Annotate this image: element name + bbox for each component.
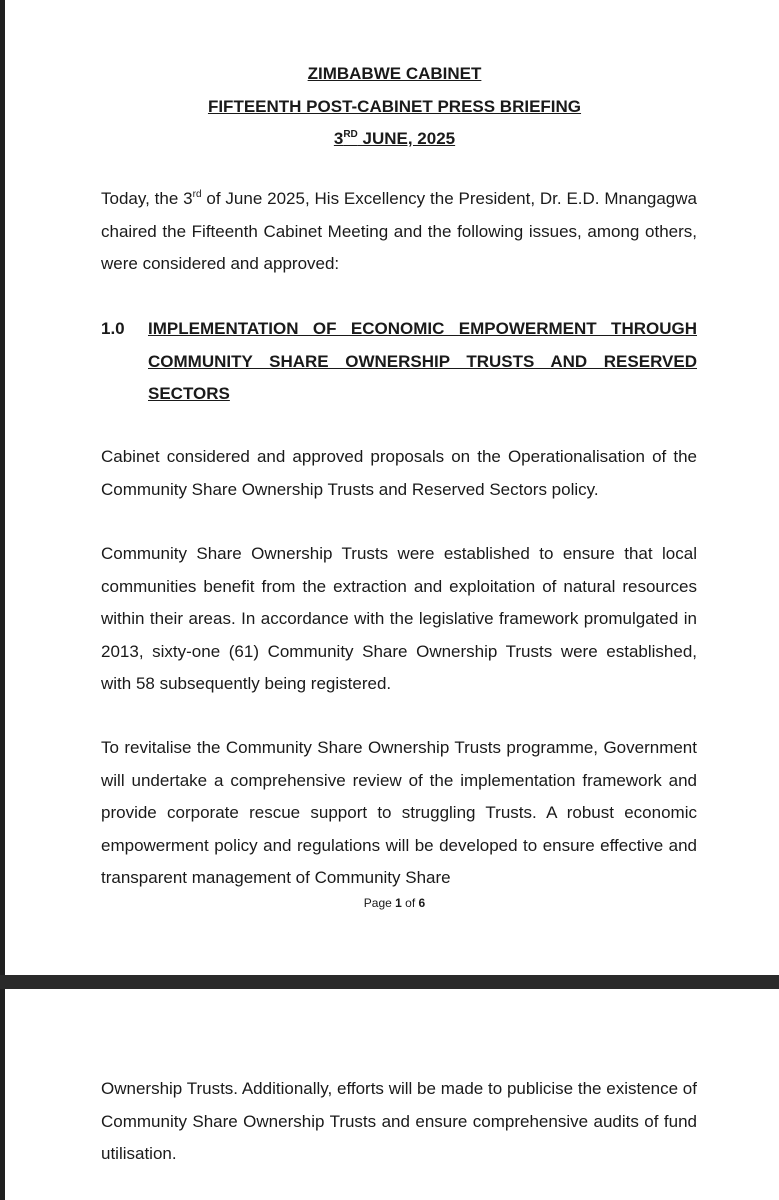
body-paragraph-2: Community Share Ownership Trusts were established to ensure that local communities benefit from the extraction and exploitation of natural resources within their areas. In accordance with the legislative framework promulgated in 2013, sixty-one (61) Community Share Ownership Trusts were established, with 58 subsequently being registered. xyxy=(101,544,697,693)
page-footer xyxy=(5,896,779,910)
header-title: ZIMBABWE CABINET xyxy=(307,64,482,83)
section-heading xyxy=(101,313,697,411)
document-page-2 xyxy=(0,989,779,1200)
page-total: 6 xyxy=(418,896,426,910)
date-superscript: RD xyxy=(343,129,358,140)
page-separator xyxy=(0,975,779,989)
header-subtitle: FIFTEENTH POST-CABINET PRESS BRIEFING xyxy=(207,96,582,116)
page-label: Page xyxy=(363,896,392,910)
intro-text-b: of June 2025, His Excellency the President, Dr. E.D. Mnangagwa chaired the Fifteenth Cabinet Meeting and the following issues, among others, were considered and approved: xyxy=(101,189,697,273)
body-paragraph-3: To revitalise the Community Share Ownership Trusts programme, Government will undertake a comprehensive review of the implementation framework and provide corporate rescue support to struggling Trusts. A robust economic empowerment policy and regulations will be developed to ensure effective and transparent management of Community Share xyxy=(101,738,697,887)
date-rest: JUNE, 2025 xyxy=(357,129,456,148)
page-number: 1 xyxy=(395,896,402,910)
header-date xyxy=(5,123,779,156)
of-label: of xyxy=(405,896,416,910)
intro-superscript: rd xyxy=(192,189,202,200)
body-paragraph-1: Cabinet considered and approved proposals on the Operationalisation of the Community Share Ownership Trusts and Reserved Sectors policy. xyxy=(101,447,697,499)
date-day: 3 xyxy=(333,129,344,148)
document-header xyxy=(5,58,779,156)
intro-text-a: Today, the 3 xyxy=(101,189,193,208)
section-title: IMPLEMENTATION OF ECONOMIC EMPOWERMENT THROUGH COMMUNITY SHARE OWNERSHIP TRUSTS AND RESERVED SECTORS xyxy=(148,319,697,403)
section-number: 1.0 xyxy=(101,319,125,338)
intro-paragraph xyxy=(101,183,697,281)
page2-paragraph: Ownership Trusts. Additionally, efforts will be made to publicise the existence of Community Share Ownership Trusts and ensure comprehensive audits of fund utilisation. xyxy=(101,1079,697,1163)
